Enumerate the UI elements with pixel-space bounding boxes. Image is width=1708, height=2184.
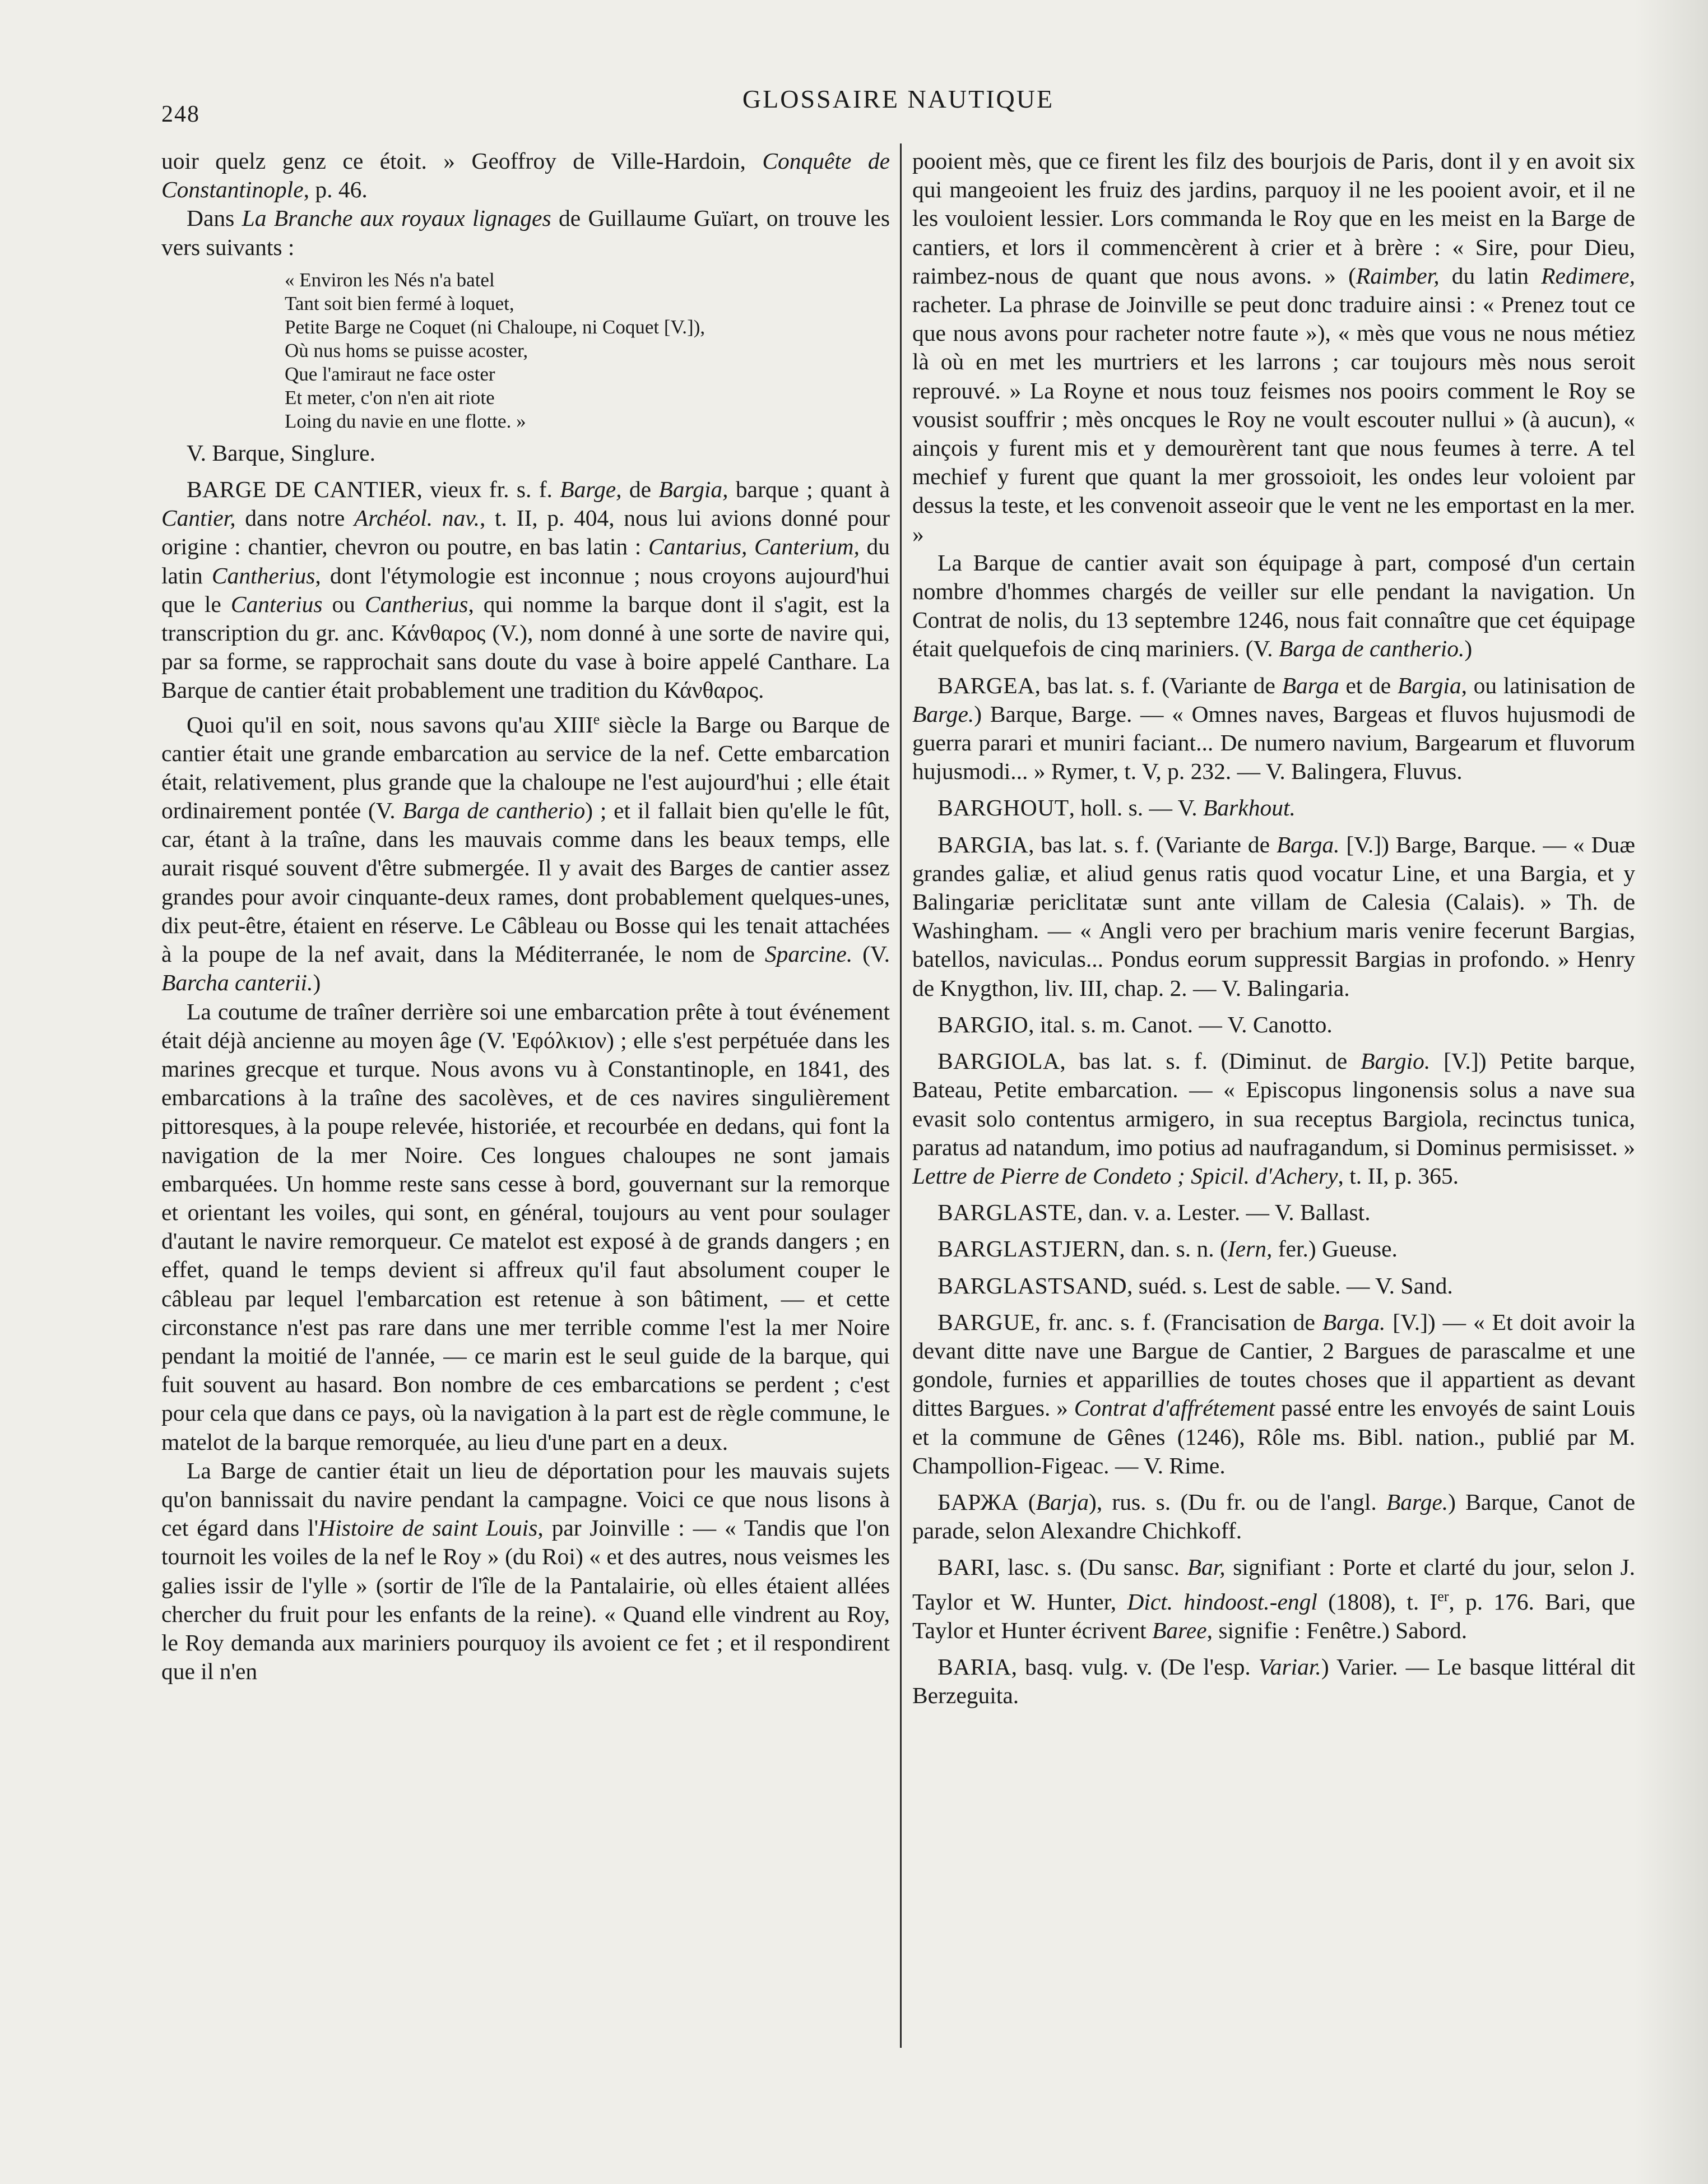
verse-line: Où nus homs se puisse acoster,	[285, 339, 528, 361]
entry-barglaste: BARGLASTE, dan. v. a. Lester. — V. Ballast.	[937, 1199, 1371, 1226]
cross-reference: V. Barque, Singlure.	[187, 439, 375, 466]
headword: BARGHOUT	[937, 795, 1069, 821]
page-header	[161, 78, 1635, 127]
entry-bargia: BARGIA, bas lat. s. f. (Variante de Barga. [V.]) Barge, Barque. — « Duæ grandes galiæ, et aliud genus ratis quod vocatur Line, et una Bargia, et y Balingariæ periclitatæ sunt ante villam de Calesia (Calais). » Th. de Washingham. — « Angli vero per brachium maris venire fecerunt Bargias, batellos, naviculas... Pondus eorum suppressit Bargias in profondo. » Henry de Knygthon, liv. III, chap. 2. — V. Balingaria.	[912, 831, 1635, 1001]
entry-bari: BARI, lasc. s. (Du sansc. Bar, signifiant : Porte et clarté du jour, selon J. Taylor et W. Hunter, Dict. hindoost.-engl (1808), t. Ier, p. 176. Bari, que Taylor et Hunter écrivent Baree, signifie : Fenêtre.) Sabord.	[912, 1554, 1635, 1643]
running-title: GLOSSAIRE NAUTIQUE	[742, 85, 1055, 113]
paragraph: uoir quelz genz ce étoit. » Geoffroy de Ville-Hardoin, Conquête de Constantinople, p. 46.	[161, 148, 890, 203]
entry-bargiola: BARGIOLA, bas lat. s. f. (Diminut. de Bargio. [V.]) Petite barque, Bateau, Petite embarcation. — « Episcopus lingonensis solus a nave sua evasit solo contentus armigero, in sua receptus Bargiola, recinctus tunica, paratus ad natandum, imo potius ad naufragandum, si Dominus permisisset. » Lettre de Pierre de Condeto ; Spicil. d'Achery, t. II, p. 365.	[912, 1048, 1635, 1189]
headword: BARGLASTE	[937, 1199, 1077, 1226]
verse-line: Que l'amiraut ne face oster	[285, 363, 495, 385]
verse-line: « Environ les Nés n'a batel	[285, 268, 495, 291]
paragraph: La coutume de traîner derrière soi une embarcation prête à tout événement était déjà ancienne au moyen âge (V. 'Εφόλκιον) ; elle s'est perpétuée dans les marines grecque et turque. Nous avons vu à Constantinople, en 1841, des embarcations à la traîne des sacolèves, et de ces navires singulièrement pittoresques, à la poupe relevée, historiée, et recourbée en dedans, qui font la navigation de la mer Noire. Ces longues chaloupes ne sont jamais embarquées. Un homme reste sans cesse à bord, gouvernant sur la remorque et orientant les voiles, qui sont, en général, toujours au vent pour soulager d'autant le navire remorqueur. Ce matelot est exposé à de grands dangers ; en effet, quand le temps devient si affreux qu'il faut absolument couper le câbleau par lequel l'embarcation est retenue à son bâtiment, — et cette circonstance n'est pas rare dans une mer terrible comme l'est la mer Noire pendant la moitié de l'année, — ce marin est le seul guide de la barque, qui fuit souvent au hasard. Bon nombre de ces embarcations se perdent ; c'est pour cela que dans ce pays, où la navigation à la part est de règle commune, le matelot de la barque remorquée, au lieu d'une part en a deux.	[161, 998, 890, 1455]
right-column	[912, 147, 1635, 1710]
entry-barge-de-cantier: BARGE DE CANTIER, vieux fr. s. f. Barge, de Bargia, barque ; quant à Cantier, dans notre Archéol. nav., t. II, p. 404, nous lui avions donné pour origine : chantier, chevron ou poutre, en bas latin : Cantarius, Canterium, du latin Cantherius, dont l'étymologie est inconnue ; nous croyons aujourd'hui que le Canterius ou Cantherius, qui nomme la barque dont il s'agit, est la transcription du gr. anc. Κάνθαρος (V.), nom donné à une sorte de navire qui, par sa forme, se rapprochait sans doute du vase à boire appelé Canthare. La Barque de cantier était probablement une tradition du Κάνθαρος.	[161, 476, 890, 703]
headword: BARGUE	[937, 1309, 1035, 1335]
paragraph: La Barge de cantier était un lieu de déportation pour les mauvais sujets qu'on bannissait du navire pendant la campagne. Voici ce que nous lisons à cet égard dans l'Histoire de saint Louis, par Joinville : — « Tandis que l'on tournoit les voiles de la nef le Roy » (du Roi) « et des autres, nous veismes les galies issir de l'ylle » (sortir de l'île de la Pantalairie, où elles étaient allées chercher du fruit pour les enfants de la reine). « Quand elle vindrent au Roy, le Roy demanda aux mariniers pourquoy ils avoient ce fet ; et il respondirent que il n'en	[161, 1457, 890, 1685]
headword: БАРЖА	[937, 1489, 1019, 1515]
headword: BARGIO	[937, 1011, 1029, 1037]
page-number: 248	[161, 101, 200, 127]
headword: BARGLASTSAND	[937, 1272, 1127, 1299]
headword: BARGIOLA	[937, 1048, 1060, 1074]
headword: BARGEA	[937, 672, 1035, 698]
paragraph: La Barque de cantier avait son équipage à part, composé d'un certain nombre d'hommes chargés de veiller sur elle pendant la navigation. Un Contrat de nolis, du 13 septembre 1246, nous fait connaître que cet équipage était quelquefois de cinq mariniers. (V. Barga de cantherio.)	[912, 549, 1635, 662]
entry-barja: БАРЖА (Barja), rus. s. (Du fr. ou de l'angl. Barge.) Barque, Canot de parade, selon Alexandre Chichkoff.	[912, 1489, 1635, 1544]
headword: BARI	[937, 1554, 995, 1580]
headword: BARIA	[937, 1653, 1011, 1680]
page-edge	[1635, 0, 1708, 2184]
verse-line: Petite Barge ne Coquet (ni Chaloupe, ni Coquet [V.]),	[285, 316, 706, 338]
left-column	[161, 147, 890, 1686]
entry-bargue: BARGUE, fr. anc. s. f. (Francisation de Barga. [V.]) — « Et doit avoir la devant ditte nave une Bargue de Cantier, 2 Bargues de parascalme et une gondole, furnies et apparillies de toutes choses que il appartient as devant dittes Bargues. » Contrat d'affrétement passé entre les envoyés de saint Louis et la commune de Gênes (1246), Rôle ms. Bibl. nation., publié par M. Champollion-Figeac. — V. Rime.	[912, 1309, 1636, 1478]
column-divider	[900, 143, 902, 2048]
entry-bargea: BARGEA, bas lat. s. f. (Variante de Barga et de Bargia, ou latinisation de Barge.) Barque, Barge. — « Omnes naves, Bargeas et fluvos hujusmodi de guerra parari et muniri faciant... De numero navium, Bargearum et fluvorum hujusmodi... » Rymer, t. V, p. 232. — V. Balingera, Fluvus.	[912, 672, 1635, 785]
verse-line: Et meter, c'on n'en ait riote	[285, 386, 495, 409]
verse-quote	[285, 268, 890, 433]
verse-line: Loing du navie en une flotte. »	[285, 410, 526, 432]
entry-barghout: BARGHOUT, holl. s. — V. Barkhout.	[937, 795, 1296, 821]
paragraph: pooient mès, que ce firent les filz des bourjois de Paris, dont il y en avoit six qui mangeoient les fruiz des jardins, parquoy il ne les pooient avoir, et il ne les vouloient lessier. Lors commanda le Roy que en les meist en la Barge de cantiers, et lors il commencèrent à crier et à brère : « Sire, pour Dieu, raimbez-nous de quant que nous avons. » (Raimber, du latin Redimere, racheter. La phrase de Joinville se peut donc traduire ainsi : « Prenez tout ce que nous avons pour racheter notre faute »), « mès que vous ne nous métiez là où en met les murtriers et les larrons ; car toujours mès nous seroit reprouvé. » La Royne et nous touz feismes nos pooirs comment le Roy se vousist souffrir ; mès oncques le Roy ne voult escouter nullui » (à aucun), « ainçois y furent mis et y demourèrent tant que nous feumes à terre. A tel mechief y furent que quant la mer grossoioit, les ondes leur voloient par dessus la teste, et les convenoit asseoir que le vent ne les emportast en la mer. »	[912, 148, 1635, 547]
headword: BARGE DE CANTIER	[187, 476, 417, 503]
entry-bargio: BARGIO, ital. s. m. Canot. — V. Canotto.	[937, 1011, 1333, 1037]
entry-barglastjern: BARGLASTJERN, dan. s. n. (Iern, fer.) Gueuse.	[937, 1236, 1398, 1262]
entry-baria: BARIA, basq. vulg. v. (De l'esp. Variar.) Varier. — Le basque littéral dit Berzeguita.	[912, 1653, 1635, 1708]
entry-barglastsand: BARGLASTSAND, suéd. s. Lest de sable. — V. Sand.	[937, 1272, 1453, 1299]
verse-line: Tant soit bien fermé à loquet,	[285, 292, 514, 314]
paragraph: Quoi qu'il en soit, nous savons qu'au XIIIe siècle la Barge ou Barque de cantier était une grande embarcation au service de la nef. Cette embarcation était, relativement, plus grande que la chaloupe ne l'est aujourd'hui ; elle était ordinairement pontée (V. Barga de cantherio) ; et il fallait bien qu'elle le fût, car, étant à la traîne, dans les mauvais comme dans les beaux temps, elle aurait risqué souvent d'être submergée. Il y avait des Barges de cantier assez grandes pour avoir cinquante-deux rames, dont probablement quelques-unes, dix peut-être, étaient en réserve. Le Câbleau ou Bosse qui les tenait attachées à la poupe de la nef avait, dans la Méditerranée, le nom de Sparcine. (V. Barcha canterii.)	[161, 711, 890, 996]
headword: BARGIA	[937, 831, 1029, 857]
paragraph: Dans La Branche aux royaux lignages de Guillaume Guïart, on trouve les vers suivants :	[161, 205, 890, 260]
headword: BARGLASTJERN	[937, 1236, 1120, 1262]
